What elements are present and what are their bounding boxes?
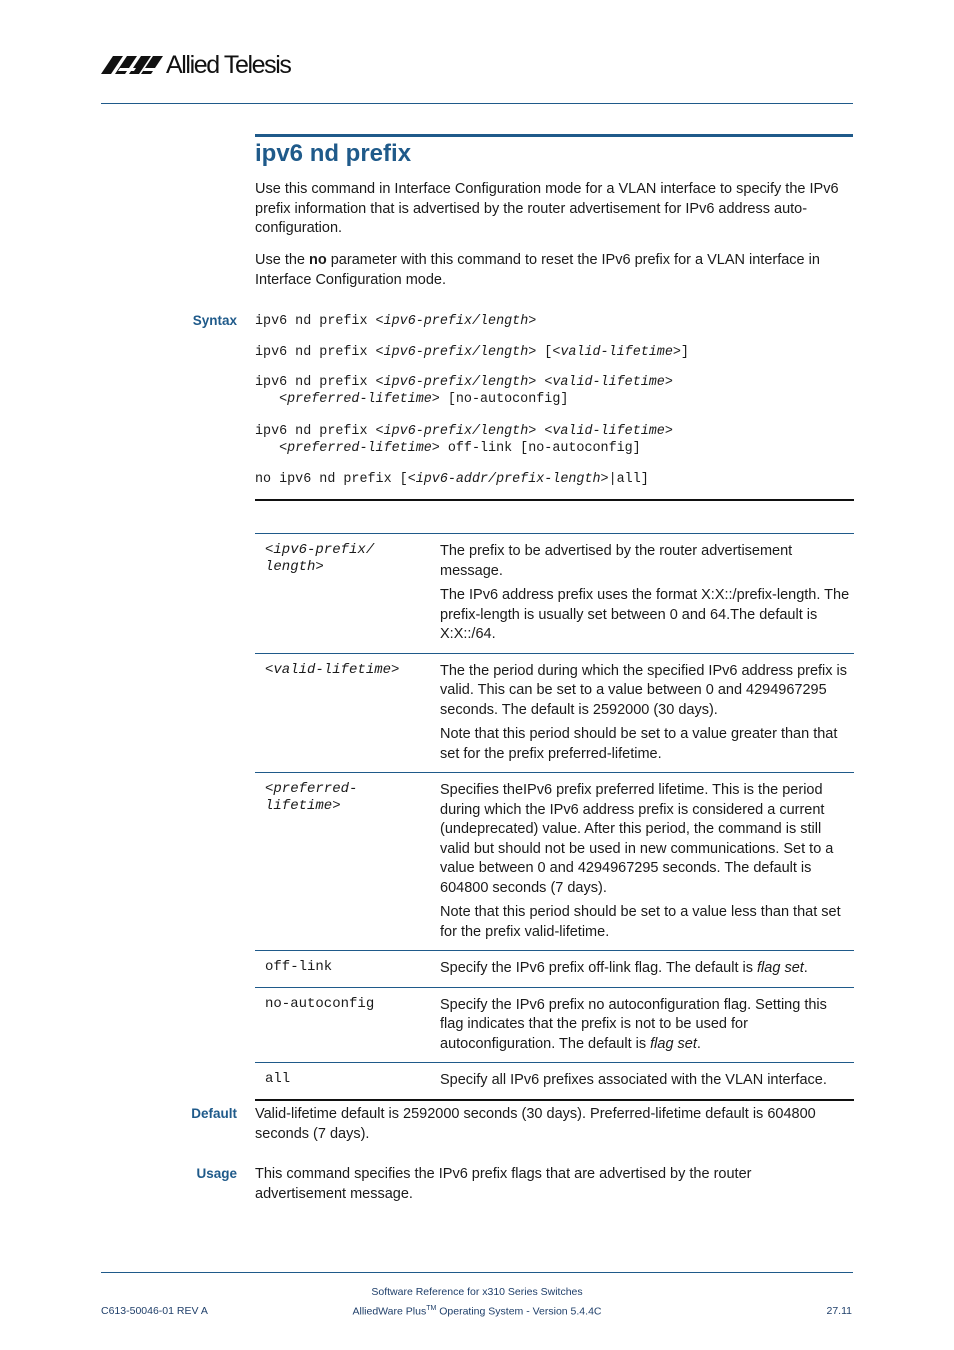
page-number: 27.11	[826, 1305, 852, 1317]
syntax-line-4: ipv6 nd prefix <ipv6-prefix/length> <valid-lifetime> <preferred-lifetime> off-link [no-autoconfig]	[255, 424, 673, 456]
syntax-label: Syntax	[192, 313, 237, 328]
usage-label: Usage	[196, 1166, 237, 1181]
syntax-line-3: ipv6 nd prefix <ipv6-prefix/length> <valid-lifetime> <preferred-lifetime> [no-autoconfig]	[255, 375, 673, 407]
footer-os-version: AlliedWare Plus™ Operating System - Version 5.4.4C	[352, 1305, 602, 1318]
param-description: Specifies theIPv6 prefix preferred lifetime. This is the period during which the IPv6 address prefix is considered a current (undeprecated) value. After this period, the command is still valid but should not be used in new communications. Set to a value between 0 and 4294967295 seconds. The default is 604800 seconds (7 days). Note that this period should be set to a value less than that set for the prefix valid-lifetime.	[440, 782, 841, 940]
table-row	[255, 987, 854, 1063]
table-row	[255, 772, 854, 950]
brand-name: Allied Telesis	[166, 50, 291, 79]
page-title: ipv6 nd prefix	[255, 140, 412, 167]
param-name: <preferred- lifetime>	[265, 781, 358, 814]
brand-logo	[101, 50, 290, 80]
table-row	[255, 1062, 854, 1099]
allied-telesis-logo-icon	[101, 54, 163, 76]
param-name: <valid-lifetime>	[265, 661, 400, 678]
default-label: Default	[191, 1106, 237, 1121]
parameter-table	[255, 533, 854, 1101]
document-id: C613-50046-01 REV A	[101, 1305, 208, 1317]
intro-paragraph-1: Use this command in Interface Configuration mode for a VLAN interface to specify the IPv6 prefix information that is advertised by the router advertisement for IPv6 address auto-configuration.	[255, 181, 839, 236]
syntax-divider	[255, 499, 854, 501]
footer-divider	[101, 1272, 853, 1273]
param-name: all	[265, 1071, 291, 1087]
table-row	[255, 950, 854, 987]
table-bottom-rule	[255, 1099, 854, 1101]
default-text: Valid-lifetime default is 2592000 seconds (30 days). Preferred-lifetime default is 604800 seconds (7 days).	[255, 1106, 816, 1142]
header-divider	[101, 103, 853, 104]
param-description: The prefix to be advertised by the router advertisement message. The IPv6 address prefix uses the format X:X::/prefix-length. The prefix-length is usually set between 0 and 64.The default is X:X::/64.	[440, 543, 850, 642]
param-name: off-link	[265, 959, 333, 975]
footer-title: Software Reference for x310 Series Switches	[371, 1286, 583, 1298]
param-name: <ipv6-prefix/ length>	[265, 542, 375, 575]
table-row	[255, 653, 854, 773]
usage-text: This command specifies the IPv6 prefix flags that are advertised by the router advertisement message.	[255, 1166, 752, 1202]
intro-paragraph-2: Use the no parameter with this command to reset the IPv6 prefix for a VLAN interface in Interface Configuration mode.	[255, 252, 820, 288]
keyword-no: no	[309, 252, 327, 268]
param-description: Specify the IPv6 prefix no autoconfiguration flag. Setting this flag indicates that the prefix is not to be used for autoconfiguration. The default is flag set.	[440, 996, 827, 1052]
param-description: The the period during which the specified IPv6 address prefix is valid. This can be set to a value between 0 and 4294967295 seconds. The default is 2592000 (30 days). Note that this period should be set to a value greater than that set for the prefix preferred-lifetime.	[440, 662, 848, 762]
syntax-line-no: no ipv6 nd prefix [<ipv6-addr/prefix-length>|all]	[255, 472, 649, 487]
syntax-line-1: ipv6 nd prefix <ipv6-prefix/length>	[255, 314, 537, 329]
param-name: no-autoconfig	[265, 995, 375, 1012]
title-rule	[255, 134, 853, 137]
param-description: Specify all IPv6 prefixes associated with the VLAN interface.	[440, 1072, 827, 1088]
syntax-line-2: ipv6 nd prefix <ipv6-prefix/length> [<valid-lifetime>]	[255, 345, 689, 360]
table-row	[255, 533, 854, 653]
param-description: Specify the IPv6 prefix off-link flag. The default is flag set.	[440, 960, 808, 976]
